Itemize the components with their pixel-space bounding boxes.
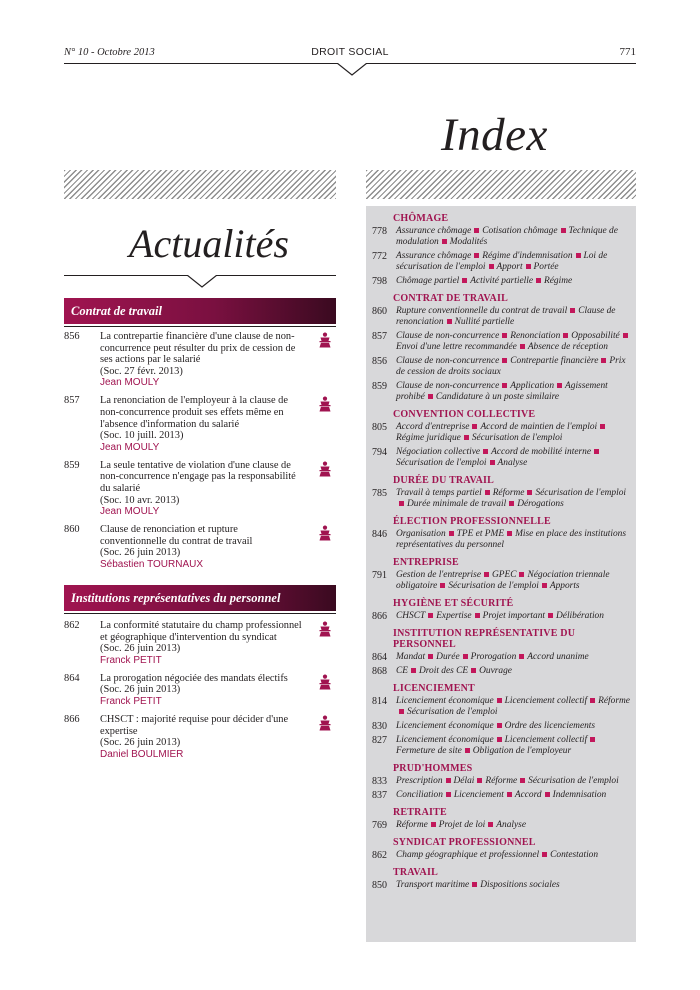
separator-square-icon <box>519 654 524 659</box>
index-term: Candidature à un poste similaire <box>435 392 560 402</box>
index-category: ENTREPRISE <box>393 557 459 568</box>
index-term: Sécurisation de l'emploi <box>396 458 487 468</box>
index-term: Clause de non-concurrence <box>396 331 500 341</box>
index-term: Clause de non-concurrence <box>396 381 500 391</box>
index-term: Assurance chômage <box>396 251 472 261</box>
entry-text: CHSCT : majorité requise pour décider d'une expertise <box>100 713 289 737</box>
index-entry[interactable] <box>366 666 636 677</box>
separator-square-icon <box>527 490 532 495</box>
actualites-hatch-band <box>64 170 336 199</box>
index-term: Champ géographique et professionnel <box>396 850 540 860</box>
separator-square-icon <box>475 613 480 618</box>
separator-square-icon <box>507 792 512 797</box>
separator-square-icon <box>399 501 404 506</box>
index-entry[interactable] <box>366 790 636 801</box>
index-term: Apport <box>496 262 523 272</box>
index-page-number: 846 <box>372 529 387 540</box>
judge-figure-icon <box>318 674 332 690</box>
index-term: Rupture conventionnelle du contrat de travail <box>396 306 568 316</box>
index-page-number: 791 <box>372 570 387 581</box>
index-entry[interactable] <box>366 721 636 732</box>
entry-page-number: 862 <box>64 620 80 631</box>
index-term: Sécurisation de l'emploi <box>407 707 498 717</box>
index-category: DURÉE DU TRAVAIL <box>393 475 495 486</box>
index-term: Prorogation <box>470 652 517 662</box>
index-terms <box>396 306 615 327</box>
separator-square-icon <box>464 435 469 440</box>
entry-page-number: 864 <box>64 672 80 684</box>
index-entry[interactable] <box>366 776 636 787</box>
index-category: CHÔMAGE <box>393 213 449 224</box>
index-entry[interactable] <box>366 735 636 757</box>
index-terms <box>396 226 618 247</box>
separator-square-icon <box>471 668 476 673</box>
judge-figure-icon <box>318 525 332 541</box>
separator-square-icon <box>502 358 507 363</box>
separator-square-icon <box>623 333 628 338</box>
separator-square-icon <box>563 333 568 338</box>
index-term: Clause de renonciation <box>396 306 616 327</box>
index-page-number: 798 <box>372 276 387 287</box>
index-term: Conciliation <box>396 790 443 800</box>
judge-icon-wrap <box>318 621 332 641</box>
index-term: Analyse <box>497 458 528 468</box>
actualite-entry[interactable] <box>64 620 336 666</box>
separator-square-icon <box>411 668 416 673</box>
index-terms <box>396 570 610 591</box>
index-page-number: 772 <box>372 251 387 262</box>
actualites-title: Actualités <box>129 221 289 266</box>
index-terms <box>396 696 630 717</box>
separator-square-icon <box>557 383 562 388</box>
separator-square-icon <box>428 654 433 659</box>
index-term: Licenciement collectif <box>504 696 588 706</box>
index-term: Accord de mobilité interne <box>491 447 591 457</box>
index-term: Expertise <box>436 611 472 621</box>
section-bar-contrat: Contrat de travail <box>64 298 336 324</box>
index-term: Négociation collective <box>396 447 481 457</box>
index-term: Prix de cession de droits sociaux <box>396 356 626 377</box>
judge-figure-icon <box>318 332 332 348</box>
index-term: Opposabilité <box>571 331 620 341</box>
separator-square-icon <box>465 748 470 753</box>
separator-square-icon <box>489 264 494 269</box>
section-entries-institutions <box>64 620 336 767</box>
index-term: Clause de non-concurrence <box>396 356 500 366</box>
index-term: Apports <box>549 581 580 591</box>
index-terms <box>396 666 512 676</box>
entry-ref: (Soc. 26 juin 2013) <box>100 643 181 655</box>
judge-icon-wrap <box>318 396 332 416</box>
index-term: Loi de sécurisation de l'emploi <box>396 251 608 272</box>
index-page-number: 850 <box>372 880 387 891</box>
index-term: CE <box>396 666 408 676</box>
separator-square-icon <box>399 709 404 714</box>
index-page-number: 805 <box>372 422 387 433</box>
separator-square-icon <box>526 264 531 269</box>
index-term: Envoi d'une lettre recommandée <box>396 342 517 352</box>
index-category: SYNDICAT PROFESSIONNEL <box>393 837 536 848</box>
index-term: Contestation <box>550 850 599 860</box>
index-category: CONVENTION COLLECTIVE <box>393 409 536 420</box>
index-entry[interactable] <box>366 276 636 287</box>
separator-square-icon <box>474 228 479 233</box>
index-term: Modalités <box>449 237 488 247</box>
journal-title: DROIT SOCIAL <box>311 46 389 58</box>
index-page-number: 794 <box>372 447 387 458</box>
index-category: HYGIÈNE ET SÉCURITÉ <box>393 598 514 609</box>
separator-square-icon <box>502 333 507 338</box>
index-page-number: 827 <box>372 735 387 746</box>
separator-square-icon <box>601 358 606 363</box>
section-entries-contrat <box>64 331 336 577</box>
index-entry[interactable] <box>366 331 636 353</box>
index-terms <box>396 735 598 756</box>
entry-author: Franck PETIT <box>100 695 162 707</box>
index-term: Portée <box>533 262 559 272</box>
index-page-number: 833 <box>372 776 387 787</box>
separator-square-icon <box>446 792 451 797</box>
index-term: Ouvrage <box>479 666 512 676</box>
actualite-entry[interactable] <box>64 524 336 570</box>
judge-icon-wrap <box>318 525 332 545</box>
entry-page-number: 860 <box>64 524 80 536</box>
index-term: Accord d'entreprise <box>396 422 470 432</box>
index-entry[interactable] <box>366 251 636 273</box>
judge-figure-icon <box>318 621 332 637</box>
index-term: Assurance chômage <box>396 226 472 236</box>
index-terms <box>396 776 619 786</box>
separator-square-icon <box>474 253 479 258</box>
index-terms <box>396 356 626 377</box>
index-term: Délai <box>453 776 475 786</box>
entry-author: Jean MOULY <box>100 441 160 453</box>
index-term: Ordre des licenciements <box>504 721 596 731</box>
index-entry[interactable] <box>366 447 636 469</box>
index-term: Accord unanime <box>527 652 589 662</box>
separator-square-icon <box>519 572 524 577</box>
index-term: Droit des CE <box>418 666 469 676</box>
index-entry[interactable] <box>366 381 636 403</box>
index-category: LICENCIEMENT <box>393 683 475 694</box>
index-term: Réforme <box>485 776 518 786</box>
index-term: Obligation de l'employeur <box>472 746 572 756</box>
actualite-entry[interactable] <box>64 673 336 707</box>
section-bar-institutions: Institutions représentatives du personnel <box>64 585 336 611</box>
actualite-entry[interactable] <box>64 460 336 517</box>
index-term: Organisation <box>396 529 446 539</box>
index-page-number: 866 <box>372 611 387 622</box>
index-term: Accord de maintien de l'emploi <box>480 422 598 432</box>
separator-square-icon <box>483 449 488 454</box>
index-terms <box>396 381 608 402</box>
index-term: Activité partielle <box>470 276 534 286</box>
separator-square-icon <box>472 882 477 887</box>
index-category: INSTITUTION REPRÉSENTATIVE DU PERSONNEL <box>393 628 576 650</box>
entry-ref: (Soc. 26 juin 2013) <box>100 737 181 749</box>
separator-square-icon <box>590 737 595 742</box>
index-entry[interactable] <box>366 488 636 510</box>
judge-icon-wrap <box>318 715 332 735</box>
separator-square-icon <box>428 394 433 399</box>
separator-square-icon <box>520 778 525 783</box>
index-terms <box>396 652 589 662</box>
index-page-number: 830 <box>372 721 387 732</box>
index-hatch-band <box>366 170 636 199</box>
index-term: Licenciement économique <box>396 735 494 745</box>
index-term: Fermeture de site <box>396 746 462 756</box>
entry-text: La contrepartie financière d'une clause de non-concurrence peut résulter du prix de cession de ses actions par le salarié <box>100 331 296 366</box>
entry-ref: (Soc. 26 juin 2013) <box>100 684 181 696</box>
index-terms <box>396 529 626 550</box>
index-terms <box>396 790 606 800</box>
actualite-entry[interactable] <box>64 395 336 452</box>
index-terms <box>396 820 526 830</box>
separator-square-icon <box>488 822 493 827</box>
index-entry[interactable] <box>366 820 636 831</box>
index-term: Durée <box>436 652 460 662</box>
judge-figure-icon <box>318 715 332 731</box>
index-page-number: 859 <box>372 381 387 392</box>
header-notch-icon <box>337 63 367 77</box>
index-page-number: 856 <box>372 356 387 367</box>
separator-square-icon <box>431 822 436 827</box>
index-page-number: 837 <box>372 790 387 801</box>
index-term: Transport maritime <box>396 880 470 890</box>
separator-square-icon <box>507 531 512 536</box>
index-terms <box>396 880 560 890</box>
index-term: Licenciement économique <box>396 721 494 731</box>
index-term: Nullité partielle <box>454 317 515 327</box>
panel-top-spacer <box>366 206 636 207</box>
entry-page-number: 859 <box>64 459 80 471</box>
separator-square-icon <box>463 654 468 659</box>
separator-square-icon <box>440 583 445 588</box>
separator-square-icon <box>570 308 575 313</box>
entry-ref: (Soc. 10 avr. 2013) <box>100 494 180 506</box>
index-terms <box>396 331 631 352</box>
index-terms <box>396 850 598 860</box>
index-term: Application <box>510 381 555 391</box>
index-term: Sécurisation de l'emploi <box>535 488 626 498</box>
index-entry[interactable] <box>366 880 636 891</box>
index-term: Sécurisation de l'emploi <box>471 433 563 443</box>
judge-icon-wrap <box>318 674 332 694</box>
index-terms <box>396 276 572 286</box>
judge-icon-wrap <box>318 332 332 352</box>
entry-text: La seule tentative de violation d'une clause de non-concurrence n'engage pas la responsabilité du salarié <box>100 459 296 494</box>
separator-square-icon <box>490 460 495 465</box>
separator-square-icon <box>442 239 447 244</box>
separator-square-icon <box>449 531 454 536</box>
index-term: Négociation triennale obligatoire <box>396 570 610 591</box>
index-page-number: 860 <box>372 306 387 317</box>
separator-square-icon <box>536 278 541 283</box>
index-term: Régime juridique <box>396 433 461 443</box>
entry-author: Jean MOULY <box>100 506 160 518</box>
separator-square-icon <box>497 698 502 703</box>
index-term: GPEC <box>491 570 517 580</box>
index-term: Licenciement <box>453 790 504 800</box>
index-term: Agissement prohibé <box>396 381 608 402</box>
index-category: RETRAITE <box>393 807 447 818</box>
index-terms <box>396 422 608 443</box>
index-term: Contrepartie financière <box>510 356 599 366</box>
entry-text: La renonciation de l'employeur à la clause de non-concurrence produit ses effets même en l'absence d'information du salarié <box>100 395 288 430</box>
entry-text: La conformité statutaire du champ professionnel et géographique d'intervention du syndicat <box>100 620 302 643</box>
entry-author: Jean MOULY <box>100 377 160 389</box>
index-term: Durée minimale de travail <box>407 499 507 509</box>
entry-page-number: 866 <box>64 713 80 725</box>
index-term: Prescription <box>396 776 443 786</box>
actualites-notch-icon <box>187 275 217 289</box>
separator-square-icon <box>428 613 433 618</box>
index-page-number: 857 <box>372 331 387 342</box>
index-terms <box>396 721 595 731</box>
entry-author: Franck PETIT <box>100 654 162 666</box>
index-terms <box>396 611 604 621</box>
separator-square-icon <box>590 698 595 703</box>
section-rule <box>64 326 336 327</box>
index-entry[interactable] <box>366 226 636 248</box>
entry-author: Daniel BOULMIER <box>100 748 184 760</box>
separator-square-icon <box>520 344 525 349</box>
separator-square-icon <box>542 583 547 588</box>
separator-square-icon <box>497 737 502 742</box>
index-term: Réforme <box>492 488 525 498</box>
index-page-number: 868 <box>372 666 387 677</box>
index-term: Projet de loi <box>438 820 486 830</box>
index-panel <box>366 206 636 942</box>
page-number: 771 <box>619 46 636 58</box>
separator-square-icon <box>446 778 451 783</box>
index-term: Projet important <box>482 611 546 621</box>
index-term: Réforme <box>598 696 630 706</box>
section-rule <box>64 613 336 614</box>
index-term: Travail à temps partiel <box>396 488 482 498</box>
separator-square-icon <box>472 424 477 429</box>
issue-number: N° 10 - Octobre 2013 <box>64 47 155 58</box>
entry-ref: (Soc. 27 févr. 2013) <box>100 365 183 377</box>
index-entry[interactable] <box>366 306 636 328</box>
index-term: Analyse <box>496 820 526 830</box>
index-term: Accord <box>514 790 542 800</box>
index-category: CONTRAT DE TRAVAIL <box>393 293 508 304</box>
index-entry[interactable] <box>366 611 636 622</box>
index-term: Licenciement économique <box>396 696 494 706</box>
index-entry[interactable] <box>366 422 636 444</box>
entry-ref: (Soc. 26 juin 2013) <box>100 547 181 559</box>
separator-square-icon <box>477 778 482 783</box>
entry-page-number: 856 <box>64 331 80 342</box>
index-page-number: 864 <box>372 652 387 663</box>
index-term: Dispositions sociales <box>480 880 560 890</box>
entry-text: Clause de renonciation et rupture conventionnelle du contrat de travail <box>100 524 253 547</box>
index-term: Réforme <box>396 820 428 830</box>
judge-icon-wrap <box>318 461 332 481</box>
index-term: TPE et PME <box>456 529 505 539</box>
index-term: Sécurisation de l'emploi <box>528 776 619 786</box>
index-term: Chômage partiel <box>396 276 460 286</box>
entry-text: La prorogation négociée des mandats électifs <box>100 672 288 684</box>
index-category: ÉLECTION PROFESSIONNELLE <box>393 516 551 527</box>
separator-square-icon <box>502 383 507 388</box>
separator-square-icon <box>462 278 467 283</box>
index-category: TRAVAIL <box>393 867 438 878</box>
index-term: Licenciement collectif <box>504 735 588 745</box>
index-term: Régime <box>544 276 573 286</box>
index-term: CHSCT <box>396 611 426 621</box>
entry-ref: (Soc. 10 juill. 2013) <box>100 430 184 442</box>
index-entry[interactable] <box>366 696 636 718</box>
index-page-number: 785 <box>372 488 387 499</box>
index-term: Renonciation <box>510 331 561 341</box>
index-term: Sécurisation de l'emploi <box>448 581 539 591</box>
separator-square-icon <box>485 490 490 495</box>
separator-square-icon <box>542 852 547 857</box>
index-page-number: 769 <box>372 820 387 831</box>
judge-figure-icon <box>318 461 332 477</box>
separator-square-icon <box>594 449 599 454</box>
index-category: PRUD'HOMMES <box>393 763 473 774</box>
index-term: Absence de réception <box>527 342 608 352</box>
index-terms <box>396 488 626 509</box>
separator-square-icon <box>561 228 566 233</box>
index-terms <box>396 447 602 468</box>
index-entry[interactable] <box>366 652 636 663</box>
index-term: Mise en place des institutions représentatives du personnel <box>396 529 626 550</box>
index-entry[interactable] <box>366 850 636 861</box>
index-page-number: 778 <box>372 226 387 237</box>
judge-figure-icon <box>318 396 332 412</box>
index-term: Délibération <box>556 611 604 621</box>
separator-square-icon <box>509 501 514 506</box>
separator-square-icon <box>576 253 581 258</box>
entry-author: Sébastien TOURNAUX <box>100 558 204 570</box>
index-entry[interactable] <box>366 529 636 551</box>
separator-square-icon <box>447 319 452 324</box>
separator-square-icon <box>600 424 605 429</box>
index-terms <box>396 251 607 272</box>
index-entry[interactable] <box>366 570 636 592</box>
index-term: Régime d'indemnisation <box>482 251 573 261</box>
separator-square-icon <box>484 572 489 577</box>
entry-page-number: 857 <box>64 395 80 407</box>
index-page-number: 814 <box>372 696 387 707</box>
separator-square-icon <box>548 613 553 618</box>
index-term: Indemnisation <box>552 790 607 800</box>
index-term: Dérogations <box>517 499 564 509</box>
index-term: Mandat <box>396 652 426 662</box>
index-title: Index <box>441 109 548 161</box>
index-term: Technique de modulation <box>396 226 618 247</box>
index-entry[interactable] <box>366 356 636 378</box>
separator-square-icon <box>497 723 502 728</box>
index-term: Cotisation chômage <box>482 226 558 236</box>
index-term: Gestion de l'entreprise <box>396 570 481 580</box>
separator-square-icon <box>545 792 550 797</box>
actualite-entry[interactable] <box>64 714 336 760</box>
index-page-number: 862 <box>372 850 387 861</box>
actualite-entry[interactable] <box>64 331 336 388</box>
